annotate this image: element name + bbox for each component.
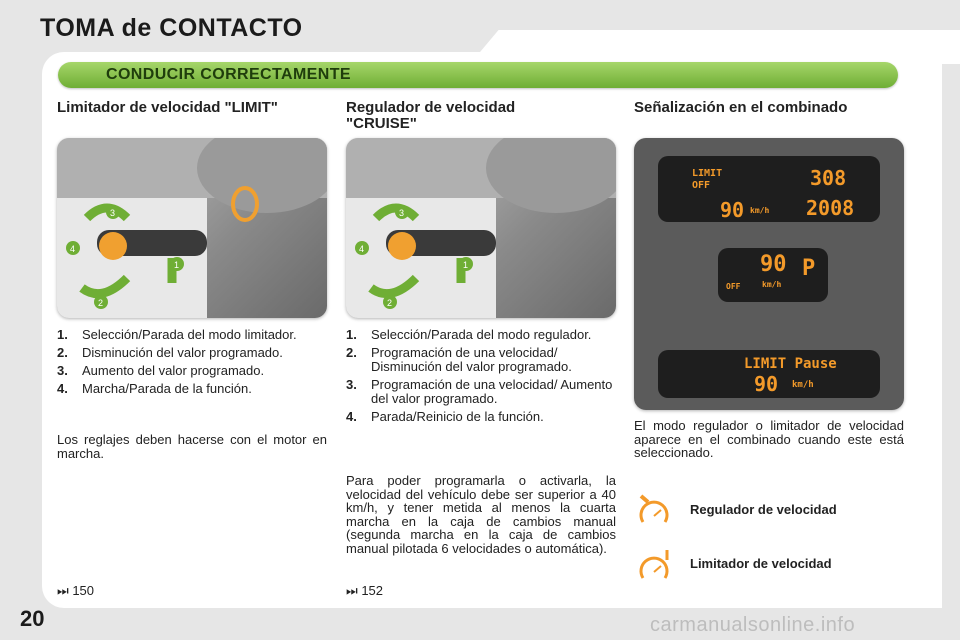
item-text: Aumento del valor programado. — [82, 363, 265, 378]
cluster-photos — [634, 138, 904, 410]
svg-text:4: 4 — [70, 244, 76, 254]
item-text: Programación de una velocidad/ Disminución del valor programado. — [371, 345, 572, 374]
item-text: Disminución del valor programado. — [82, 345, 283, 360]
limiter-list — [57, 328, 327, 400]
limiter-page-ref[interactable] — [57, 583, 94, 599]
list-item — [57, 328, 327, 342]
list-item — [346, 346, 616, 374]
cruise-list — [346, 328, 616, 428]
item-text: Programación de una velocidad/ Aumento del valor programado. — [371, 377, 613, 406]
page-title: TOMA de CONTACTO — [40, 14, 303, 42]
limiter-stalk-photo — [57, 138, 327, 318]
lcd-unit: km/h — [750, 206, 770, 215]
lcd-unit: km/h — [792, 380, 814, 390]
lcd-speed: 90 — [760, 252, 787, 277]
lcd-speed: 90 — [754, 372, 779, 396]
list-item — [346, 328, 616, 342]
ref-number: 152 — [361, 583, 384, 598]
stalk-illustration — [57, 138, 327, 318]
display-title: Señalización en el combinado — [634, 99, 848, 116]
item-text: Selección/Parada del modo regulador. — [371, 327, 592, 342]
lcd-status: LIMIT Pause — [744, 356, 837, 372]
watermark: carmanualsonline.info — [650, 614, 856, 636]
lcd-speed: 90 — [720, 198, 745, 222]
item-text: Marcha/Parada de la función. — [82, 381, 252, 396]
page-ref-arrow-icon: ⏭ — [57, 583, 69, 598]
svg-text:1: 1 — [463, 260, 469, 270]
svg-text:1: 1 — [174, 260, 180, 270]
page-number: 20 — [20, 606, 45, 631]
item-number: 2. — [346, 345, 357, 360]
item-number: 4. — [346, 409, 357, 424]
section-banner — [58, 62, 898, 88]
svg-text:3: 3 — [399, 208, 405, 218]
cruise-stalk-photo — [346, 138, 616, 318]
limiter-legend-label: Limitador de velocidad — [690, 556, 832, 571]
lcd-off-label: OFF — [726, 282, 741, 291]
item-number: 1. — [346, 327, 357, 342]
cruise-icon — [637, 492, 671, 528]
cluster-display-limit — [658, 156, 880, 222]
lcd-off-label: OFF — [692, 180, 711, 191]
item-number: 4. — [57, 381, 68, 396]
display-note: El modo regulador o limitador de velocidad aparece en el combinado cuando este está seleccionado. — [634, 418, 904, 460]
stalk-illustration — [346, 138, 616, 318]
list-item — [57, 382, 327, 396]
lcd-trip: 2008 — [806, 196, 855, 220]
cruise-page-ref[interactable] — [346, 583, 383, 599]
list-item — [346, 410, 616, 424]
svg-text:2: 2 — [98, 298, 104, 308]
list-item — [57, 364, 327, 378]
svg-text:4: 4 — [359, 244, 365, 254]
list-item — [57, 346, 327, 360]
limiter-title: Limitador de velocidad "LIMIT" — [57, 99, 278, 116]
cruise-note: Para poder programarla o activarla, la velocidad del vehículo debe ser superior a 40 km/h, y tener metida al menos la cuarta marcha en la caja de cambios manual (segunda marcha en la caja de cambios manual pilotada 6 velocidades o automática). — [346, 473, 616, 556]
item-text: Parada/Reinicio de la función. — [371, 409, 544, 424]
cruise-title: Regulador de velocidad "CRUISE" — [346, 99, 516, 132]
item-number: 3. — [346, 377, 357, 392]
limiter-note: Los reglajes deben hacerse con el motor en marcha. — [57, 432, 327, 461]
lcd-gear: P — [802, 256, 816, 281]
section-banner-label: CONDUCIR CORRECTAMENTE — [106, 66, 351, 83]
item-number: 3. — [57, 363, 68, 378]
ref-number: 150 — [72, 583, 95, 598]
lcd-odometer: 308 — [810, 166, 847, 190]
item-text: Selección/Parada del modo limitador. — [82, 327, 297, 342]
svg-text:2: 2 — [387, 298, 393, 308]
item-number: 2. — [57, 345, 68, 360]
item-number: 1. — [57, 327, 68, 342]
limiter-icon — [637, 548, 671, 584]
cluster-display-cruise — [718, 248, 828, 302]
cluster-display-pause — [658, 350, 880, 398]
lcd-limit-label: LIMIT — [692, 168, 723, 179]
page-ref-arrow-icon: ⏭ — [346, 583, 358, 598]
lcd-unit: km/h — [762, 280, 782, 289]
cruise-legend-label: Regulador de velocidad — [690, 502, 837, 517]
list-item — [346, 378, 616, 406]
svg-text:3: 3 — [110, 208, 116, 218]
